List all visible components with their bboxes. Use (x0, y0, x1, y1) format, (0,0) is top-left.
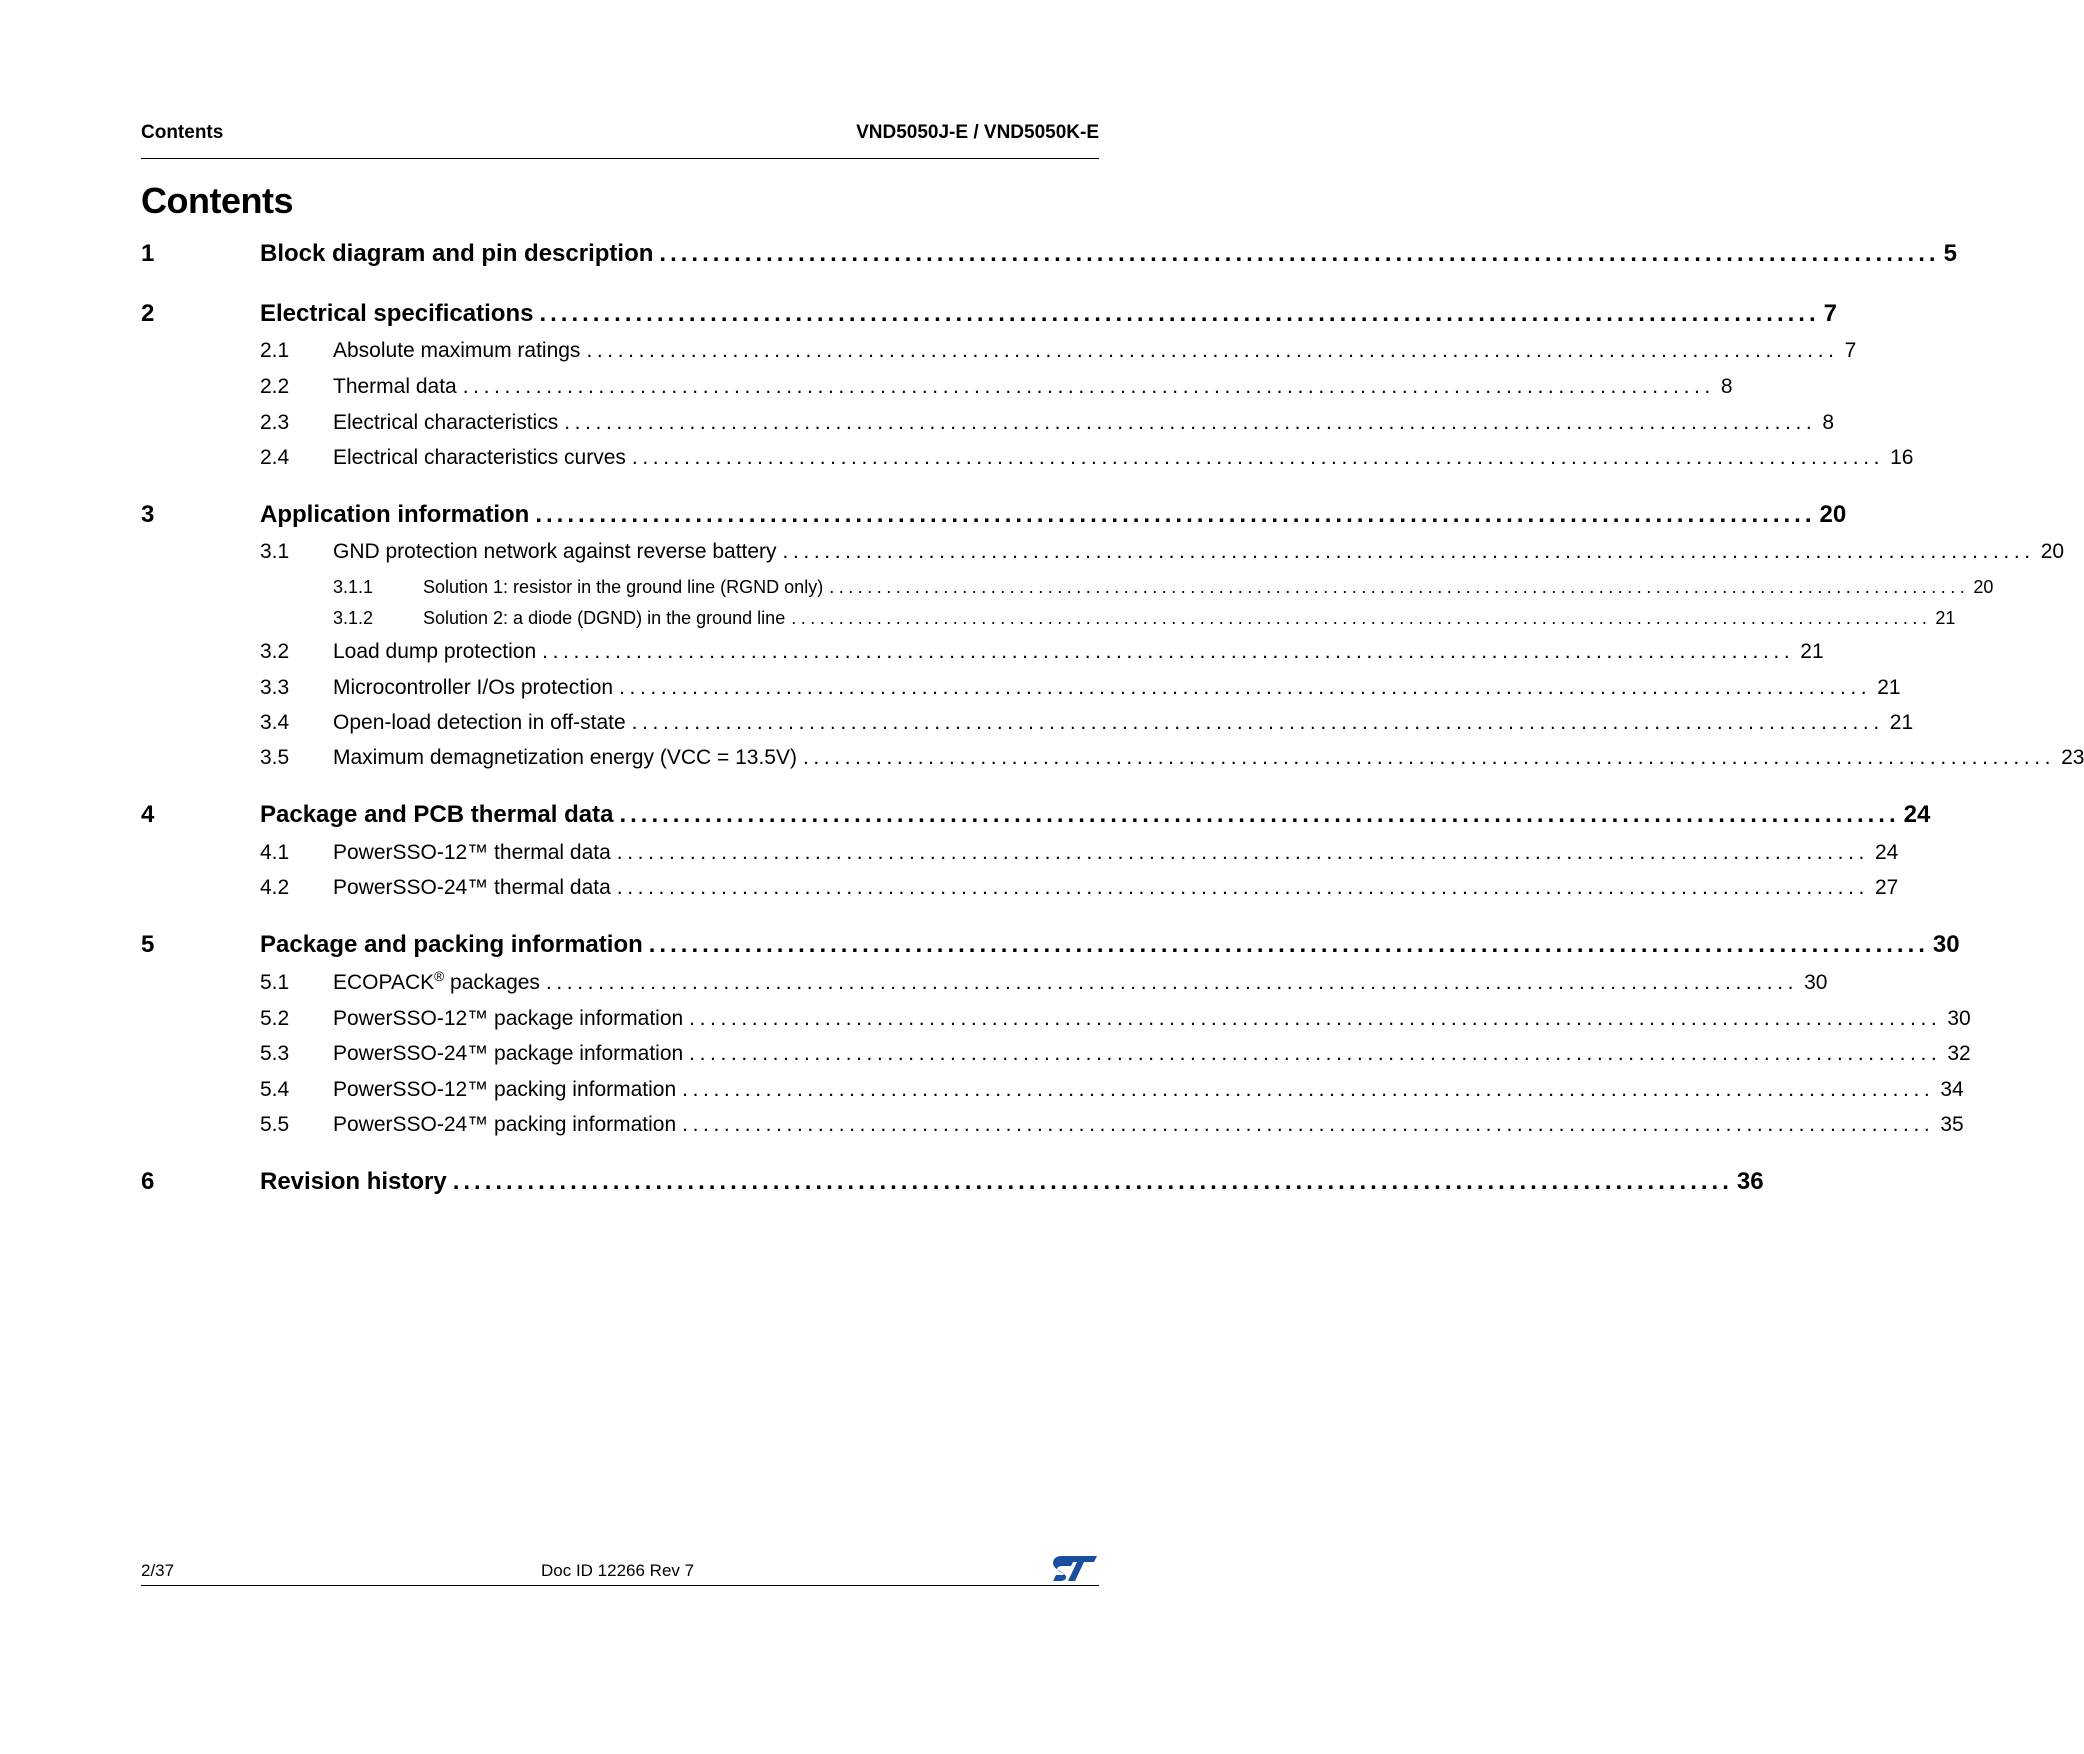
toc-leader-dots: ........................................................................................................................ (619, 801, 1900, 828)
toc-entry-title: GND protection network against reverse battery (333, 540, 777, 563)
toc-entry-title: Microcontroller I/Os protection (333, 676, 614, 699)
toc-entry-page: 32 (1947, 1042, 1971, 1065)
toc-entry-number: 5 (141, 931, 155, 958)
toc-entry-page: 8 (1822, 411, 1835, 434)
toc-entry-page: 24 (1874, 841, 1899, 864)
toc-entry-title: Revision history (260, 1168, 447, 1195)
toc-entry-5[interactable] (141, 931, 1960, 959)
toc-leader-dots: ........................................................................................................................ (545, 971, 1799, 994)
toc-leader-dots: ........................................................................................................................ (682, 1113, 1935, 1136)
toc-entry-page: 24 (1903, 801, 1931, 828)
toc-entry-title-sup: ® (434, 969, 445, 984)
toc-entry-title: Load dump protection (333, 640, 537, 663)
toc-leader-dots: ........................................................................................................................ (631, 711, 1884, 734)
toc-entry-title-suffix: packages (444, 971, 540, 994)
toc-entry-2-1[interactable] (141, 339, 1857, 363)
toc-leader-dots: ........................................................................................................................ (782, 540, 2035, 563)
toc-entry-number: 3.1.1 (333, 577, 374, 597)
toc-entry-page: 16 (1890, 446, 1914, 469)
table-of-contents (141, 0, 2084, 1754)
toc-entry-5-3[interactable] (141, 1042, 1971, 1066)
toc-entry-3-4[interactable] (141, 711, 1914, 735)
toc-entry-title: Thermal data (333, 375, 457, 398)
toc-entry-title: Block diagram and pin description (260, 240, 654, 267)
header-product: VND5050J-E / VND5050K-E (856, 122, 1099, 143)
toc-leader-dots: ........................................................................................................................ (542, 640, 1795, 663)
toc-entry-6[interactable] (141, 1168, 1764, 1196)
page-footer (141, 1555, 1099, 1586)
toc-entry-number: 2.4 (260, 446, 290, 469)
toc-entry-number: 3.3 (260, 676, 290, 699)
toc-entry-4-2[interactable] (141, 876, 1899, 900)
toc-entry-title: PowerSSO-24™ package information (333, 1042, 684, 1065)
toc-entry-title-main: ECOPACK (333, 971, 435, 994)
toc-entry-2[interactable] (141, 300, 1837, 328)
toc-entry-title: Absolute maximum ratings (333, 339, 581, 362)
toc-leader-dots: ........................................................................................................................ (616, 841, 1869, 864)
toc-entry-page: 36 (1736, 1168, 1764, 1195)
toc-leader-dots: ........................................................................................................................ (586, 339, 1839, 362)
toc-entry-page: 20 (1973, 577, 1994, 597)
toc-entry-title: PowerSSO-24™ thermal data (333, 876, 611, 899)
toc-entry-5-2[interactable] (141, 1007, 1971, 1031)
toc-entry-number: 5.1 (260, 971, 290, 994)
toc-entry-3-1[interactable] (141, 540, 2065, 564)
toc-entry-page: 20 (1819, 501, 1847, 528)
toc-entry-number: 3.4 (260, 711, 290, 734)
toc-leader-dots: ........................................................................................................................ (689, 1042, 1942, 1065)
toc-entry-title: Maximum demagnetization energy (VCC = 13.5V) (333, 746, 797, 769)
toc-leader-dots: ........................................................................................................................ (619, 676, 1872, 699)
page-header (141, 118, 1099, 159)
toc-entry-number: 6 (141, 1168, 155, 1195)
toc-entry-5-4[interactable] (141, 1078, 1964, 1102)
toc-leader-dots: ........................................................................................................................ (829, 577, 1970, 597)
toc-entry-title: Open-load detection in off-state (333, 711, 626, 734)
toc-entry-3-1-2[interactable] (141, 608, 1956, 629)
toc-entry-1[interactable] (141, 240, 1957, 268)
toc-entry-title: Package and packing information (260, 931, 643, 958)
toc-entry-title (333, 971, 540, 995)
toc-leader-dots: ........................................................................................................................ (539, 300, 1820, 327)
toc-entry-page: 5 (1943, 240, 1957, 267)
toc-entry-3-1-1[interactable] (141, 577, 1994, 598)
toc-entry-page: 7 (1844, 339, 1857, 362)
toc-entry-3-5[interactable] (141, 746, 2084, 770)
toc-entry-title: Electrical characteristics (333, 411, 559, 434)
toc-entry-page: 35 (1940, 1113, 1964, 1136)
toc-entry-number: 3.1.2 (333, 608, 374, 628)
toc-entry-page: 20 (2040, 540, 2065, 563)
toc-entry-number: 3 (141, 501, 155, 528)
toc-entry-title: PowerSSO-12™ thermal data (333, 841, 611, 864)
toc-entry-page: 7 (1823, 300, 1837, 327)
toc-entry-page: 21 (1889, 711, 1914, 734)
toc-entry-title: Package and PCB thermal data (260, 801, 614, 828)
toc-leader-dots: ........................................................................................................................ (659, 240, 1940, 267)
toc-entry-title: PowerSSO-24™ packing information (333, 1113, 677, 1136)
toc-entry-2-3[interactable] (141, 411, 1835, 435)
toc-entry-title: PowerSSO-12™ packing information (333, 1078, 677, 1101)
toc-entry-number: 2.2 (260, 375, 290, 398)
toc-entry-number: 5.2 (260, 1007, 290, 1030)
toc-entry-3[interactable] (141, 501, 1847, 529)
doc-id: Doc ID 12266 Rev 7 (541, 1561, 695, 1580)
toc-entry-page: 30 (1932, 931, 1960, 958)
toc-entry-number: 5.5 (260, 1113, 290, 1136)
toc-entry-4-1[interactable] (141, 841, 1899, 865)
toc-leader-dots: ........................................................................................................................ (616, 876, 1869, 899)
toc-entry-number: 4.1 (260, 841, 290, 864)
toc-entry-number: 2.1 (260, 339, 290, 362)
header-section: Contents (141, 122, 224, 143)
toc-leader-dots: ........................................................................................................................ (631, 446, 1885, 469)
toc-entry-page: 30 (1947, 1007, 1971, 1030)
toc-entry-page: 34 (1940, 1078, 1964, 1101)
toc-entry-number: 2.3 (260, 411, 290, 434)
toc-entry-number: 3.5 (260, 746, 290, 769)
toc-entry-2-2[interactable] (141, 375, 1733, 399)
toc-entry-5-5[interactable] (141, 1113, 1964, 1137)
toc-entry-page: 21 (1800, 640, 1824, 663)
toc-entry-page: 27 (1874, 876, 1899, 899)
toc-entry-number: 2 (141, 300, 155, 327)
toc-entry-number: 1 (141, 240, 155, 267)
toc-leader-dots: ........................................................................................................................ (452, 1168, 1733, 1195)
toc-entry-page: 21 (1935, 608, 1956, 628)
toc-entry-number: 4.2 (260, 876, 290, 899)
toc-entry-number: 4 (141, 801, 155, 828)
toc-leader-dots: ........................................................................................................................ (791, 608, 1932, 628)
toc-entry-number: 3.1 (260, 540, 290, 563)
toc-entry-number: 5.4 (260, 1078, 290, 1101)
toc-entry-number: 5.3 (260, 1042, 290, 1065)
toc-entry-2-4[interactable] (141, 446, 1914, 470)
page-number: 2/37 (141, 1561, 175, 1580)
toc-entry-title: Solution 2: a diode (DGND) in the ground line (423, 608, 786, 628)
toc-leader-dots: ........................................................................................................................ (802, 746, 2056, 769)
toc-leader-dots: ........................................................................................................................ (564, 411, 1817, 434)
toc-leader-dots: ........................................................................................................................ (648, 931, 1929, 958)
toc-entry-page: 21 (1877, 676, 1901, 699)
toc-entry-page: 30 (1804, 971, 1828, 994)
toc-leader-dots: ........................................................................................................................ (462, 375, 1715, 398)
toc-entry-3-2[interactable] (141, 640, 1824, 664)
toc-entry-title: PowerSSO-12™ package information (333, 1007, 684, 1030)
toc-entry-number: 3.2 (260, 640, 290, 663)
toc-entry-4[interactable] (141, 801, 1931, 829)
toc-entry-5-1[interactable] (141, 969, 1828, 995)
toc-entry-page: 23 (2061, 746, 2084, 769)
toc-entry-title: Electrical characteristics curves (333, 446, 626, 469)
toc-entry-page: 8 (1720, 375, 1733, 398)
toc-entry-3-3[interactable] (141, 676, 1901, 700)
st-logo-icon (1051, 1553, 1099, 1583)
page-title: Contents (141, 180, 293, 221)
toc-entry-title: Electrical specifications (260, 300, 534, 327)
toc-leader-dots: ........................................................................................................................ (689, 1007, 1942, 1030)
toc-leader-dots: ........................................................................................................................ (682, 1078, 1935, 1101)
toc-entry-title: Solution 1: resistor in the ground line (RGND only) (423, 577, 824, 597)
toc-leader-dots: ........................................................................................................................ (535, 501, 1816, 528)
toc-entry-title: Application information (260, 501, 530, 528)
